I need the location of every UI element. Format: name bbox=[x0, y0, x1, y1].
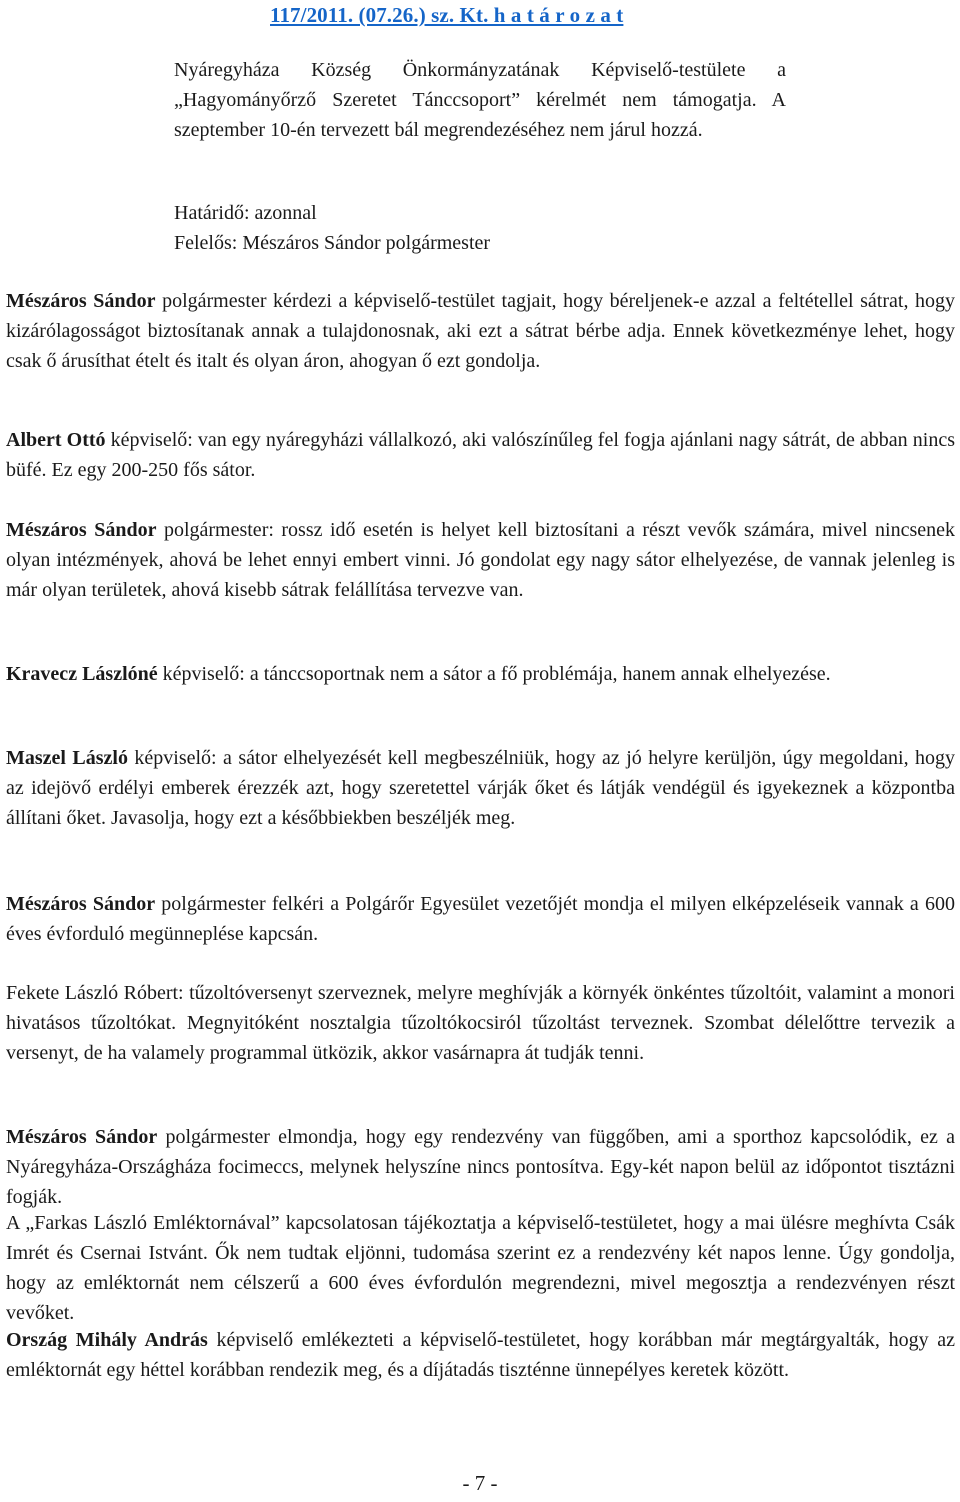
resolution-title: 117/2011. (07.26.) sz. Kt. h a t á r o z a t bbox=[270, 3, 624, 27]
paragraph-7 bbox=[6, 978, 955, 1068]
paragraph-5 bbox=[6, 743, 955, 833]
speaker-name: Maszel László bbox=[6, 747, 128, 769]
paragraph-3 bbox=[6, 515, 955, 605]
paragraph-text: polgármester elmondja, hogy egy rendezvény van függőben, ami a sporthoz kapcsolódik, ez a Nyáregyháza-Országháza focimeccs, melynek helyszíne nincs pontosítva. Egy-két napon belül az időpontot tisztázni fogják. bbox=[6, 1126, 955, 1208]
speaker-name: Mészáros Sándor bbox=[6, 519, 157, 541]
paragraph-text: polgármester: rossz idő esetén is helyet kell biztosítani a részt vevők számára, mivel nincsenek olyan intézmények, ahová be lehet ennyi embert vinni. Jó gondolat egy nagy sátor elhelyezése, de vannak jelenleg is már olyan területek, ahová kisebb sátrak felállítása tervezve van. bbox=[6, 519, 955, 601]
page-number: - 7 - bbox=[462, 1471, 498, 1495]
paragraph-text: Fekete László Róbert: tűzoltóversenyt szerveznek, melyre meghívják a környék önkéntes tűzoltóit, valamint a monori hivatásos tűzoltókat. Megnyitóként nosztalgia tűzoltókocsiról tűzoltást terveznek. Szombat délelőttre tervezik a versenyt, de ha valamely programmal ütközik, akkor vasárnapra át tudják tenni. bbox=[6, 982, 955, 1064]
resolution-meta bbox=[174, 198, 490, 258]
speaker-name: Albert Ottó bbox=[6, 429, 106, 451]
paragraph-text: képviselő: a sátor elhelyezését kell megbeszélniük, hogy az jó helyre kerüljön, úgy megoldani, hogy az idejövő erdélyi emberek érezzék azt, hogy szeretettel várják őket és látják vendégül és igyekeznek a központba állítani őket. Javasolja, hogy ezt a későbbiekben beszéljék meg. bbox=[6, 747, 956, 829]
paragraph-8 bbox=[6, 1122, 955, 1212]
resolution-text: Nyáregyháza Község Önkormányzatának Képviselő-testülete a „Hagyományőrző Szeretet Tánccsoport” kérelmét nem támogatja. A szeptember 10-én tervezett bál megrendezéséhez nem járul hozzá. bbox=[174, 59, 786, 141]
paragraph-text: képviselő: van egy nyáregyházi vállalkozó, aki valószínűleg fel fogja ajánlani nagy sátrát, de abban nincs büfé. Ez egy 200-250 fős sátor. bbox=[6, 429, 955, 481]
speaker-name: Mészáros Sándor bbox=[6, 893, 156, 915]
paragraph-6 bbox=[6, 889, 955, 949]
speaker-name: Mészáros Sándor bbox=[6, 290, 156, 312]
paragraph-9 bbox=[6, 1208, 955, 1328]
speaker-name: Mészáros Sándor bbox=[6, 1126, 158, 1148]
paragraph-4 bbox=[6, 659, 955, 689]
resolution-responsible: Felelős: Mészáros Sándor polgármester bbox=[174, 232, 491, 254]
speaker-name: Ország Mihály András bbox=[6, 1329, 208, 1351]
paragraph-2 bbox=[6, 425, 955, 485]
resolution-deadline: Határidő: azonnal bbox=[174, 202, 317, 224]
paragraph-text: képviselő: a tánccsoportnak nem a sátor a fő problémája, hanem annak elhelyezése. bbox=[157, 663, 831, 685]
paragraph-text: képviselő emlékezteti a képviselő-testületet, hogy korábban már megtárgyalták, hogy az emléktornát egy héttel korábban rendezik meg, és a díjátadás tiszténne ünnepélyes keretek között. bbox=[6, 1329, 956, 1381]
paragraph-10 bbox=[6, 1325, 955, 1385]
speaker-name: Kravecz Lászlóné bbox=[6, 663, 158, 685]
paragraph-text: polgármester felkéri a Polgárőr Egyesület vezetőjét mondja el milyen elképzeléseik vannak a 600 éves évforduló megünneplése kapcsán. bbox=[6, 893, 955, 945]
paragraph-1 bbox=[6, 286, 955, 376]
paragraph-text: A „Farkas László Emléktornával” kapcsolatosan tájékoztatja a képviselő-testületet, hogy a mai ülésre meghívta Csák Imrét és Csernai Istvánt. Ők nem tudtak eljönni, tudomása szerint ez a rendezvény két napos lenne. Úgy gondolja, hogy az emléktornát nem célszerű a 600 éves évfordulón megrendezni, mivel megosztja a rendezvényen részt vevőket. bbox=[6, 1212, 955, 1324]
paragraph-text: polgármester kérdezi a képviselő-testület tagjait, hogy béreljenek-e azzal a feltétellel sátrat, hogy kizárólagosságot biztosítanak annak a tulajdonosnak, aki ezt a sátrat bérbe adja. Ennek következménye lehet, hogy csak ő árusíthat ételt és italt és olyan áron, ahogyan ő ezt gondolja. bbox=[6, 290, 955, 372]
